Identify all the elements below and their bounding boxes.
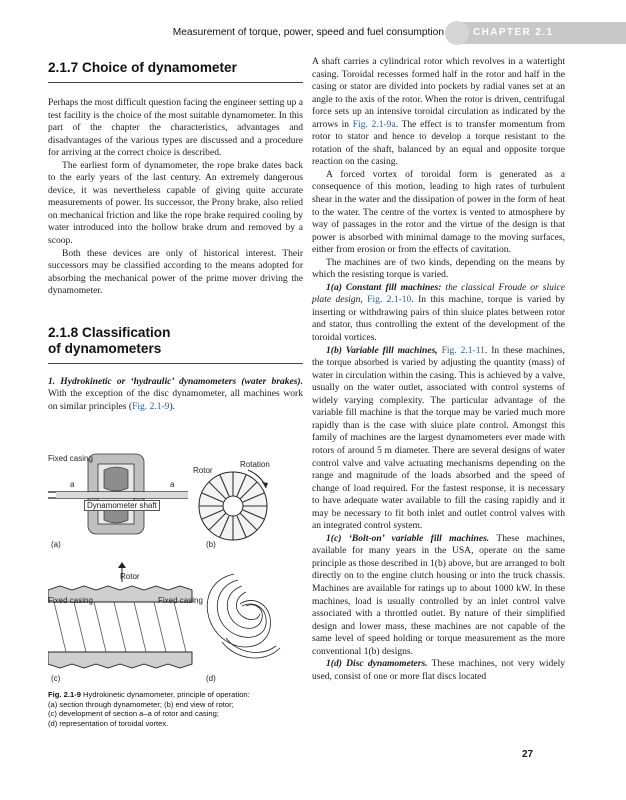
figure-link[interactable]: Fig. 2.1-9a bbox=[352, 118, 396, 130]
figure-label: (a) bbox=[51, 540, 61, 549]
toroidal-vortex bbox=[207, 574, 280, 658]
rotor-end-view bbox=[199, 470, 268, 540]
section-title-line: of dynamometers bbox=[48, 340, 162, 356]
paragraph: The machines are of two kinds, depending on the means by which the resisting torque is varied. bbox=[312, 256, 565, 281]
running-title: Measurement of torque, power, speed and fuel consumption bbox=[172, 27, 444, 38]
paragraph bbox=[312, 658, 565, 683]
section-rule bbox=[48, 363, 303, 364]
figure-2-1-9 bbox=[48, 452, 303, 687]
section-rule bbox=[48, 82, 303, 83]
paragraph: The earliest form of dynamometer, the rope brake dates back to the early years of the last century. An extremely dangerous device, it was nevertheless capable of giving quite accurate measurements of power. Its successor, the Prony brake, also relied on mechanical friction and like the rope brake required cooling by water introduced into the hollow brake drum and removed by a scoop. bbox=[48, 159, 303, 247]
figure-link[interactable]: Fig. 2.1-11 bbox=[441, 344, 485, 356]
dynamometer-section bbox=[48, 454, 188, 534]
left-column bbox=[48, 56, 303, 413]
paragraph: Both these devices are only of historical interest. Their successors may be classified according to the means adopted for absorbing the mechanical power of the prime mover driving the dynamometer. bbox=[48, 247, 303, 297]
paragraph-text: With the exception of the disc dynamometer, all machines work on similar principles ( bbox=[48, 388, 303, 412]
paragraph bbox=[312, 282, 565, 345]
paragraph bbox=[312, 56, 565, 169]
run-in-heading: 1(a) Constant fill machines: bbox=[326, 281, 442, 293]
caption-title-line bbox=[48, 690, 308, 700]
italic-text: the classical Froude or sluice plate design bbox=[312, 281, 565, 306]
caption-line: (d) representation of toroidal vortex. bbox=[48, 718, 169, 728]
figure-label: Fixed casing bbox=[158, 596, 203, 605]
run-in-heading: 1(c) ‘Bolt-on’ variable fill machines. bbox=[326, 532, 490, 544]
run-in-heading: 1. Hydrokinetic or ‘hydraulic’ dynamometers (water brakes). bbox=[48, 375, 303, 387]
figure-link[interactable]: Fig. 2.1-10 bbox=[367, 294, 412, 306]
caption-text: Hydrokinetic dynamometer, principle of operation: bbox=[80, 690, 250, 699]
paragraph: A forced vortex of toroidal form is generated as a consequence of this motion, leading to high rates of turbulent shear in the water and the dissipation of power in the form of heat to the water. The centre of the vortex is vented to atmosphere by way of passages in the rotor and the virtue of the design is that power is absorbed with minimal damage to the moving surfaces, either from erosion or from the effects of cavitation. bbox=[312, 168, 565, 256]
figure-label: (b) bbox=[206, 540, 216, 549]
section-title-2-1-7: 2.1.7 Choice of dynamometer bbox=[48, 60, 237, 75]
caption-line: (a) section through dynamometer; (b) end view of rotor; bbox=[48, 699, 234, 709]
paragraph-text: . In this machine, torque is varied by inserting or withdrawing pairs of thin sluice plates between rotor and stator, thus controlling the extent of the development of the toroidal vortices. bbox=[312, 294, 565, 344]
figure-label: a bbox=[70, 480, 75, 489]
chapter-tab-circle bbox=[445, 21, 469, 45]
paragraph-text: , bbox=[360, 294, 368, 306]
figure-label: Fixed casing bbox=[48, 454, 93, 463]
paragraph: Perhaps the most difficult question facing the engineer setting up a test facility is the choice of the most suitable dynamometer. In this part of the chapter the characteristics, advantages and disadvantages of the various types are discussed and a procedure for arriving at the correct choice is described. bbox=[48, 97, 303, 159]
figure-drawing bbox=[48, 452, 303, 687]
caption-line: (c) development of section a–a of rotor and casing; bbox=[48, 709, 219, 719]
figure-label: (c) bbox=[51, 674, 61, 683]
figure-caption bbox=[48, 690, 308, 728]
paragraph-text: A shaft carries a cylindrical rotor which revolves in a watertight casing. Toroidal recesses formed half in the rotor and half in the casing or stator are divided into pockets by radial vanes set at an angle to the axis of the rotor. When the rotor is driven, centrifugal force sets up an intensive toroidal circulation as indicated by the arrows in bbox=[312, 56, 565, 130]
chapter-label: CHAPTER 2.1 bbox=[473, 27, 554, 38]
paragraph bbox=[48, 376, 303, 414]
paragraph-text: ). bbox=[169, 400, 176, 412]
run-in-heading: 1(d) Disc dynamometers. bbox=[326, 658, 428, 670]
figure-label: Rotor bbox=[120, 572, 140, 581]
figure-label: Rotor bbox=[193, 466, 213, 475]
figure-link[interactable]: Fig. 2.1-9 bbox=[132, 400, 170, 412]
figure-label: Fixed casing bbox=[48, 596, 93, 605]
section-title-line: 2.1.8 Classification bbox=[48, 324, 171, 340]
run-in-heading: 1(b) Variable fill machines, bbox=[326, 344, 438, 356]
right-column bbox=[312, 56, 565, 683]
section-title-2-1-8 bbox=[48, 325, 303, 357]
figure-label: Dynamometer shaft bbox=[84, 500, 160, 511]
figure-label: a bbox=[170, 480, 175, 489]
paragraph bbox=[312, 533, 565, 658]
figure-label: (d) bbox=[206, 674, 216, 683]
paragraph-text: These machines, available for many years in the USA, operate on the same principle as those described in 1(b) above, but are arranged to bolt directly on to the engine clutch housing or into the truck chassis. Machines are available for ratings up to about 1000 kW. In these machines, load is usually controlled by an inlet control valve associated with a throttled outlet. By nature of their simplified design and lower mass, these machines are not capable of the same level of speed holding or torque measurement as the more conventional 1(b) designs. bbox=[312, 532, 565, 657]
paragraph bbox=[312, 345, 565, 533]
paragraph-text: These machines, not very widely used, consist of one or more flat discs located bbox=[312, 658, 565, 682]
paragraph-text: . In these machines, the torque absorbed is varied by adjusting the quantity (mass) of water in circulation within the casing. This is achieved by a valve, usually on the water outlet, associated with control systems of widely varying complexity. The particular advantage of the variable fill machine is that the torque may be varied much more rapidly than is the case with sluice plate control. Amongst this family of machines are the largest dynamometers ever made with rotors of around 5 m diameter. There are several designs of water control valve and valve actuating mechanisms depending on the range and magnitude of the loads absorbed and the speed of change of load required. For the fastest response, it is necessary to have adequate water available to fill the casing rapidly and it may be necessary to fit both inlet and outlet control valves with an integrated control system. bbox=[312, 344, 565, 532]
page-number: 27 bbox=[522, 749, 534, 760]
caption-figure-number: Fig. 2.1-9 bbox=[48, 690, 81, 699]
paragraph-text: . The effect is to transfer momentum from rotor to stator and hence to develop a torque resistant to the rotation of the shaft, balanced by an equal and opposite torque reaction on the casing. bbox=[312, 118, 565, 168]
figure-label: Rotation bbox=[240, 460, 270, 469]
